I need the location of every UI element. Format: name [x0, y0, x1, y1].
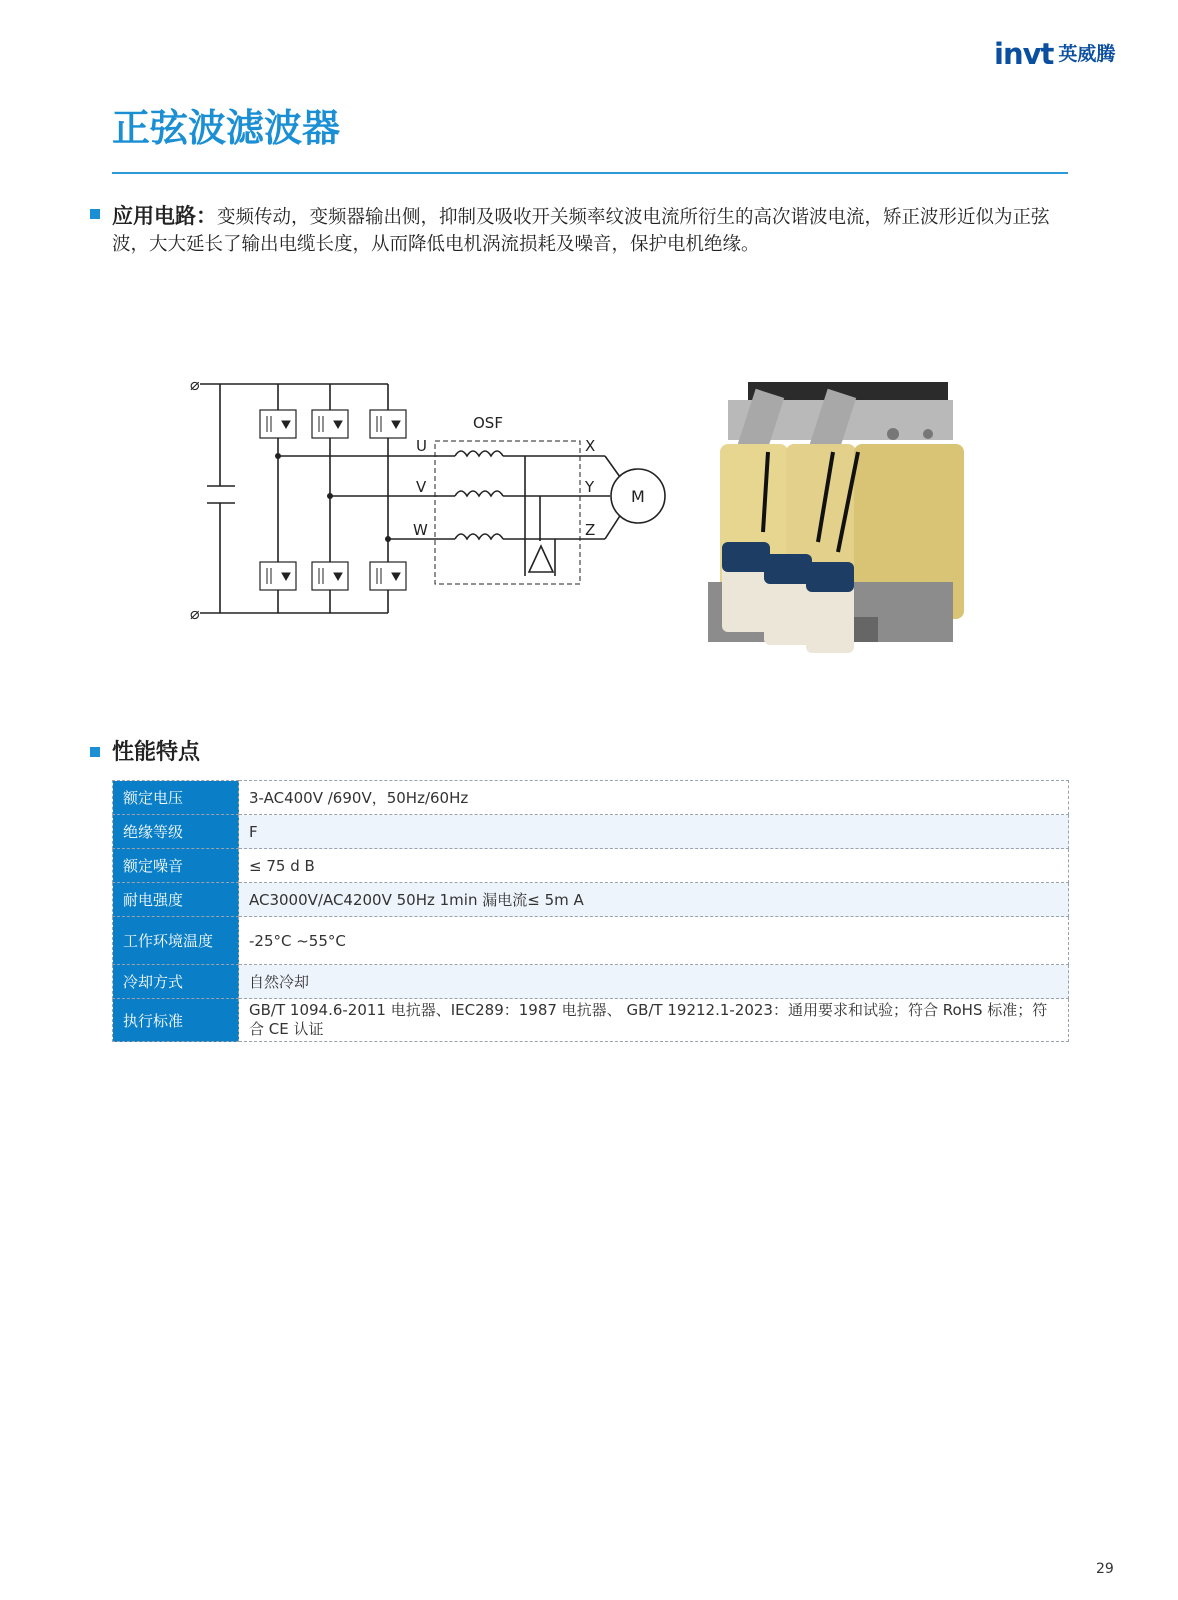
brand-logo — [994, 38, 1115, 70]
spec-label: 绝缘等级 — [113, 815, 239, 849]
motor-label: M — [631, 487, 645, 506]
table-row — [113, 917, 1069, 965]
phase-v-label: V — [416, 478, 427, 496]
table-row — [113, 883, 1069, 917]
product-photo — [708, 382, 998, 672]
phase-u-label: U — [416, 437, 427, 455]
table-row — [113, 815, 1069, 849]
osf-label: OSF — [473, 414, 503, 432]
phase-w-label: W — [413, 521, 428, 539]
spec-table — [112, 780, 1069, 1042]
application-label: 应用电路： — [112, 204, 217, 228]
dc-positive-symbol: ⌀ — [190, 376, 200, 394]
application-paragraph — [112, 203, 1072, 258]
spec-label: 工作环境温度 — [113, 917, 239, 965]
spec-value: GB/T 1094.6-2011 电抗器、IEC289：1987 电抗器、 GB/T 19212.1-2023：通用要求和试验；符合 RoHS 标准；符合 CE 认证 — [239, 999, 1069, 1042]
bullet-square-icon — [90, 209, 100, 219]
spec-value: F — [239, 815, 1069, 849]
features-title: 性能特点 — [112, 740, 201, 765]
logo-text-en: invt — [994, 36, 1054, 71]
spec-value: 自然冷却 — [239, 965, 1069, 999]
bullet-square-icon — [90, 747, 100, 757]
spec-label: 冷却方式 — [113, 965, 239, 999]
application-text: 变频传动，变频器输出侧，抑制及吸收开关频率纹波电流所衍生的高次谐波电流，矫正波形近似为正弦波，大大延长了输出电缆长度，从而降低电机涡流损耗及噪音，保护电机绝缘。 — [112, 207, 1050, 255]
spec-value: -25°C ~55°C — [239, 917, 1069, 965]
spec-label: 执行标准 — [113, 999, 239, 1042]
output-z-label: Z — [585, 521, 596, 539]
output-x-label: X — [585, 437, 596, 455]
spec-value: ≤ 75 d B — [239, 849, 1069, 883]
circuit-diagram — [185, 376, 685, 646]
table-row — [113, 781, 1069, 815]
table-row — [113, 999, 1069, 1042]
page-title: 正弦波滤波器 — [112, 106, 341, 150]
table-row — [113, 965, 1069, 999]
spec-label: 额定噪音 — [113, 849, 239, 883]
table-row — [113, 849, 1069, 883]
spec-label: 额定电压 — [113, 781, 239, 815]
title-divider — [112, 172, 1068, 174]
output-y-label: Y — [585, 478, 595, 496]
page-number: 29 — [1096, 1561, 1114, 1577]
dc-negative-symbol: ⌀ — [190, 604, 200, 623]
spec-value: AC3000V/AC4200V 50Hz 1min 漏电流≤ 5m A — [239, 883, 1069, 917]
spec-value: 3-AC400V /690V，50Hz/60Hz — [239, 781, 1069, 815]
spec-label: 耐电强度 — [113, 883, 239, 917]
logo-text-cn: 英威腾 — [1058, 42, 1116, 65]
